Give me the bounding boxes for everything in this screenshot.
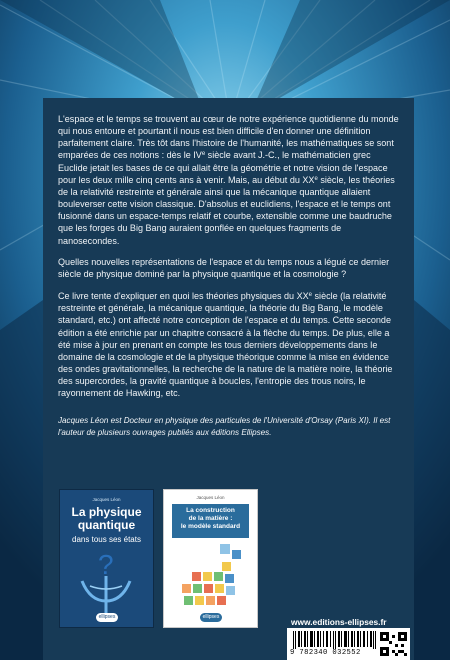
author-bio: Jacques Léon est Docteur en physique des particules de l'Université d'Orsay (Paris XI). Il est l'auteur de plusieurs ouvrages publiés aux éditions Ellipses. — [58, 416, 391, 437]
back-cover-text — [58, 113, 402, 448]
book-title-line1: La construction — [186, 507, 235, 514]
book-author: Jacques Léon — [92, 497, 121, 502]
book-cover-construction-matiere — [163, 489, 258, 628]
book-title-line2: de la matière : — [188, 515, 233, 522]
publisher-website: www.editions-ellipses.fr — [291, 617, 387, 627]
book-cover-physique-quantique — [59, 489, 154, 628]
description-paragraph-1: L'espace et le temps se trouvent au cœur de notre expérience quotidienne du monde qui nous entoure et pourtant il nous est bien difficile d'en donner une définition parfaitement claire. Très tôt dans l'histoire de l'humanité, les mathématiques se sont emparées de ces notions : dès le IVe siècle avant J.-C., le mathématicien grec Euclide jetait les bases de ce qui allait être la géométrie et notre vision de l'espace pour les deux mille cinq cents ans à venir. Mais, au début du XXe siècle, les théories de la relativité restreinte et générale ainsi que la mécanique quantique allaient bouleverser cette vision classique. D'absolus et euclidiens, l'espace et le temps ont fusionné dans un espace-temps relatif et courbe, extensible comme une baudruche que les forges du Big Bang auraient gonflée en quelques fragments de nanosecondes. — [58, 114, 399, 246]
book-title-line2: quantique — [77, 518, 136, 532]
barcode-digits: 9 782340 032552 — [290, 649, 361, 657]
book-title-line3: le modèle standard — [180, 523, 241, 530]
book-title-line1: La physique — [71, 505, 142, 519]
description-paragraph-3: Ce livre tente d'expliquer en quoi les théories physiques du XXe siècle (la relativité restreinte et générale, la mécanique quantique, la théorie du Big Bang, le modèle standard, etc.) ont affecté notre conception de l'espace et du temps. Cette seconde édition a été enrichie par un chapitre consacré à la flèche du temps. De plus, elle a été mise à jour en prenant en compte les tous derniers développements dans le domaine de la cosmologie et de la physique théorique comme la mise en évidence des ondes gravitationnelles, la recherche de la nature de la matière noire, la théorie des supercordes, la gravité quantique à boucles, l'entropie des trous noirs, le rayonnement de Hawking, etc. — [58, 291, 393, 399]
description-paragraph-2: Quelles nouvelles représentations de l'espace et du temps nous a légué ce dernier siècle de physique dominé par la physique quantique et la cosmologie ? — [58, 257, 390, 280]
book-title-block — [172, 504, 249, 538]
svg-text:?: ? — [98, 549, 114, 580]
publisher-logo: ellipses — [200, 613, 222, 622]
book-author: Jacques Léon — [196, 495, 225, 500]
barcode-icon — [293, 631, 377, 649]
book-title-line3: dans tous ses états — [72, 535, 141, 544]
publisher-logo: ellipses — [96, 613, 118, 622]
qr-code-icon — [380, 632, 407, 656]
